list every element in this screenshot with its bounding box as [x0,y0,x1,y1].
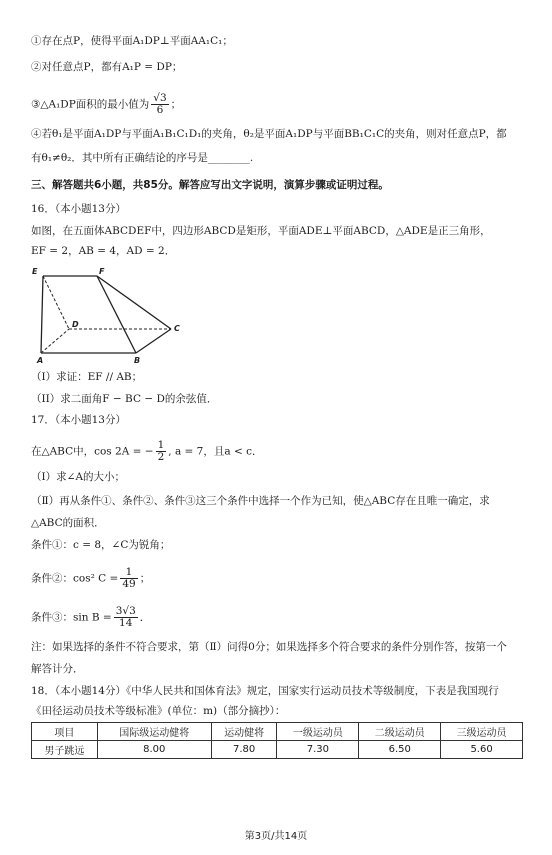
condition-2-suffix: ； [139,572,151,585]
fraction-numerator: 1 [157,439,165,451]
condition-3-prefix: 条件③：sin B = [31,611,112,624]
condition-2-fraction [120,567,137,590]
edge-ea [41,276,43,353]
table-cell: 男子跳远 [32,741,98,759]
table-header-cell: 三级运动员 [441,723,523,741]
fraction-denominator: 49 [122,578,136,590]
option-2: ②对任意点P，都有A₁P = DP； [31,61,183,73]
q16-part-1: （I）求证：EF // AB； [31,371,143,383]
condition-3-fraction [114,606,138,629]
q17-condition-3 [31,606,150,629]
condition-2-prefix: 条件②：cos² C = [31,572,119,585]
q17-part-2-line-2: △ABC的面积． [31,517,105,529]
label-f: F [99,267,105,276]
fraction-denominator: 6 [156,104,164,116]
q17-stem-suffix: , a = 7，且a < c． [168,445,263,458]
table-header-cell: 一级运动员 [277,723,359,741]
q17-stem-prefix: 在△ABC中，cos 2A = − [31,445,154,458]
condition-3-suffix: ． [139,611,151,624]
edge-ad-hidden [41,329,69,353]
option-3 [31,93,181,116]
section-3-header: 三、解答题共6小题，共85分。解答应写出文字说明，演算步骤或证明过程。 [31,179,389,191]
edge-bc [136,329,171,353]
q17-part-1: （I）求∠A的大小； [31,471,126,483]
q16-stem-line-2: EF = 2，AB = 4，AD = 2． [31,245,176,257]
pentahedron-figure [31,265,191,365]
q17-title: 17．（本小题13分） [31,414,126,426]
q17-stem-fraction [156,440,167,463]
table-cell: 5.60 [441,741,523,759]
fraction-numerator: 1 [120,567,137,579]
label-b: B [134,356,141,365]
table-header-cell: 国际级运动健将 [97,723,211,741]
fraction-denominator: 2 [157,451,165,463]
page-footer: 第3页/共14页 [244,831,308,842]
athletics-standard-table [31,722,523,759]
fraction-numerator: 3√3 [115,605,136,617]
q17-note-line-2: 解答计分． [31,663,84,675]
table-cell: 7.30 [277,741,359,759]
q16-part-2: （II）求二面角F − BC − D的余弦值． [31,393,218,405]
q16-title: 16．（本小题13分） [31,203,126,215]
edge-ed-hidden [43,276,69,329]
table-cell: 7.80 [211,741,277,759]
fraction-denominator: 14 [119,617,133,629]
table-header-cell: 二级运动员 [359,723,441,741]
table-header-row [32,723,523,741]
option-4-line-2: 有θ₁≠θ₂．其中所有正确结论的序号是________. [31,152,254,164]
table-row [32,741,523,759]
q17-condition-2 [31,567,150,590]
table-header-cell: 项目 [32,723,98,741]
label-a: A [37,356,44,365]
option-3-prefix: ③△A₁DP面积的最小值为 [31,98,150,111]
q17-condition-1: 条件①：c = 8，∠C为锐角； [31,539,171,551]
table-cell: 8.00 [97,741,211,759]
option-1: ①存在点P，使得平面A₁DP⊥平面AA₁C₁； [31,35,233,47]
q17-stem [31,440,262,463]
label-e: E [32,267,38,276]
q16-stem-line-1: 如图，在五面体ABCDEF中，四边形ABCD是矩形，平面ADE⊥平面ABCD，△ADE是正三角形， [31,225,491,237]
edge-fb [97,276,136,353]
q18-stem-line-1: 18．（本小题14分）《中华人民共和国体育法》规定，国家实行运动员技术等级制度，下表是我国现行 [31,685,499,697]
option-4-line-1: ④若θ₁是平面A₁DP与平面A₁B₁C₁D₁的夹角，θ₂是平面A₁DP与平面BB₁C₁C的夹角，则对任意点P，都 [31,128,507,140]
table-header-cell: 运动健将 [211,723,277,741]
label-d: D [72,320,79,329]
q17-part-2-line-1: （Ⅱ）再从条件①、条件②、条件③这三个条件中选择一个作为已知，使△ABC存在且唯一确定，求 [31,495,490,507]
label-c: C [174,324,180,333]
option-3-suffix: ； [170,98,182,111]
q18-stem-line-2: 《田径运动员技术等级标准》(单位：m)（部分摘抄）： [31,705,286,717]
fraction-numerator: √3 [153,92,167,104]
table-cell: 6.50 [359,741,441,759]
edge-fc [97,276,171,329]
option-3-fraction [151,93,168,116]
q17-note-line-1: 注：如果选择的条件不符合要求，第（Ⅱ）问得0分；如果选择多个符合要求的条件分别作答，按第一个 [31,641,507,653]
